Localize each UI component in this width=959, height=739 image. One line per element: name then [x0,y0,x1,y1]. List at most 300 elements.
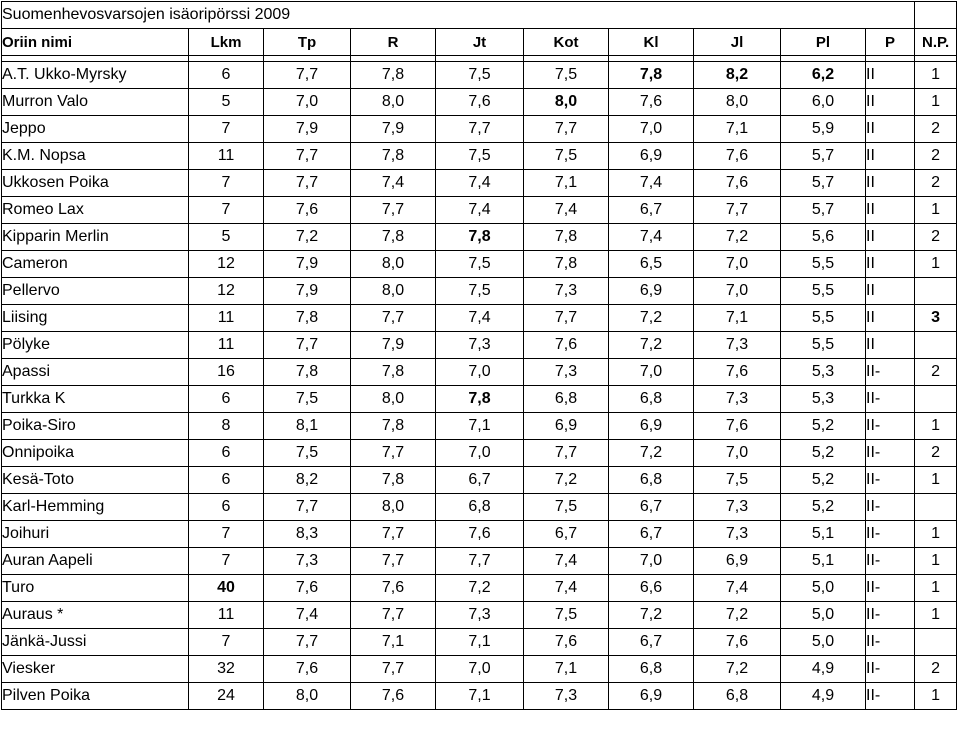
table-cell-p: II [866,197,915,224]
table-cell-tp: 7,5 [264,386,351,413]
table-cell-r: 7,6 [351,683,436,710]
table-cell-name: Romeo Lax [2,197,189,224]
table-cell-pl: 5,7 [781,170,866,197]
table-cell-lkm: 6 [189,62,264,89]
table-cell-tp: 7,7 [264,332,351,359]
table-cell-name: Onnipoika [2,440,189,467]
table-cell-name: K.M. Nopsa [2,143,189,170]
table-cell-tp: 7,2 [264,224,351,251]
table-cell-lkm: 7 [189,548,264,575]
column-header: Kl [609,29,694,56]
table-cell-jl: 7,0 [694,278,781,305]
table-row [2,467,957,494]
column-header: N.P. [915,29,957,56]
table-cell-pl: 5,5 [781,251,866,278]
column-header: R [351,29,436,56]
table-cell-lkm: 5 [189,89,264,116]
table-cell-lkm: 11 [189,143,264,170]
table-cell-pl: 5,6 [781,224,866,251]
table-cell-r: 7,7 [351,305,436,332]
table-cell-name: Auraus * [2,602,189,629]
table-cell-jt: 7,6 [436,89,524,116]
table-cell-np: 1 [915,602,957,629]
table-cell-jl: 7,6 [694,413,781,440]
table-cell-jt: 7,1 [436,413,524,440]
table-cell-np: 2 [915,170,957,197]
table-cell-r: 7,8 [351,62,436,89]
table-cell-r: 7,9 [351,332,436,359]
table-cell-name: Cameron [2,251,189,278]
table-cell-p: II [866,89,915,116]
table-cell-tp: 7,8 [264,305,351,332]
table-cell-r: 7,7 [351,197,436,224]
table-cell-jl: 7,3 [694,332,781,359]
stallion-table [1,1,957,710]
table-row [2,629,957,656]
table-cell-p: II [866,224,915,251]
table-cell-np: 1 [915,521,957,548]
table-cell-r: 8,0 [351,251,436,278]
table-cell-tp: 7,8 [264,359,351,386]
table-cell-tp: 7,7 [264,629,351,656]
table-row [2,359,957,386]
table-cell-pl: 5,9 [781,116,866,143]
table-cell-r: 7,1 [351,629,436,656]
table-cell-np: 1 [915,62,957,89]
table-cell-r: 8,0 [351,278,436,305]
table-row [2,440,957,467]
table-cell-name: Pölyke [2,332,189,359]
table-cell-tp: 7,0 [264,89,351,116]
table-cell-p: II- [866,656,915,683]
table-cell-pl: 6,2 [781,62,866,89]
column-header: P [866,29,915,56]
table-cell-tp: 7,6 [264,575,351,602]
table-row [2,143,957,170]
table-cell-pl: 5,1 [781,548,866,575]
table-cell-p: II- [866,440,915,467]
table-cell-jl: 6,9 [694,548,781,575]
table-cell-jt: 7,1 [436,683,524,710]
table-cell-tp: 8,2 [264,467,351,494]
table-cell-lkm: 11 [189,305,264,332]
table-cell-name: Kesä-Toto [2,467,189,494]
table-cell-jt: 7,4 [436,305,524,332]
table-cell-jt: 7,5 [436,251,524,278]
table-cell-lkm: 16 [189,359,264,386]
table-cell-jt: 7,4 [436,197,524,224]
table-cell-pl: 5,3 [781,386,866,413]
table-row [2,683,957,710]
table-cell-pl: 5,1 [781,521,866,548]
table-cell-pl: 5,2 [781,494,866,521]
table-cell-np [915,629,957,656]
table-cell-name: Ukkosen Poika [2,170,189,197]
table-cell-p: II- [866,575,915,602]
table-cell-jl: 7,6 [694,629,781,656]
table-cell-jl: 7,0 [694,251,781,278]
table-cell-r: 7,8 [351,413,436,440]
column-header: Kot [524,29,609,56]
table-cell-jl: 7,5 [694,467,781,494]
table-cell-jt: 6,8 [436,494,524,521]
table-cell-np: 2 [915,224,957,251]
table-cell-jt: 7,5 [436,278,524,305]
table-cell-lkm: 12 [189,278,264,305]
table-cell-kl: 7,2 [609,332,694,359]
table-cell-pl: 5,7 [781,197,866,224]
table-cell-np: 3 [915,305,957,332]
table-cell-np: 2 [915,116,957,143]
table-cell-np [915,278,957,305]
table-cell-p: II- [866,521,915,548]
table-cell-tp: 8,0 [264,683,351,710]
table-row [2,305,957,332]
table-cell-kl: 7,2 [609,305,694,332]
table-cell-lkm: 32 [189,656,264,683]
table-cell-p: II [866,332,915,359]
table-cell-p: II [866,251,915,278]
table-cell-p: II [866,305,915,332]
table-cell-name: Turo [2,575,189,602]
table-cell-p: II [866,278,915,305]
table-cell-np: 2 [915,440,957,467]
table-cell-r: 7,7 [351,440,436,467]
table-cell-lkm: 5 [189,224,264,251]
table-cell-jl: 7,3 [694,386,781,413]
table-cell-p: II- [866,386,915,413]
table-cell-jl: 7,2 [694,224,781,251]
table-row [2,548,957,575]
table-cell-name: Poika-Siro [2,413,189,440]
table-cell-jt: 7,5 [436,62,524,89]
table-cell-kl: 7,8 [609,62,694,89]
table-cell-kl: 6,7 [609,197,694,224]
table-row [2,494,957,521]
table-cell-lkm: 6 [189,440,264,467]
table-cell-pl: 5,0 [781,629,866,656]
table-cell-jl: 7,1 [694,305,781,332]
table-cell-kl: 7,0 [609,548,694,575]
table-cell-lkm: 6 [189,467,264,494]
table-cell-np [915,494,957,521]
table-cell-lkm: 7 [189,629,264,656]
table-cell-p: II- [866,467,915,494]
table-cell-lkm: 7 [189,521,264,548]
table-cell-r: 8,0 [351,89,436,116]
table-cell-lkm: 6 [189,386,264,413]
table-cell-kot: 7,3 [524,278,609,305]
table-cell-name: Karl-Hemming [2,494,189,521]
table-cell-jt: 7,1 [436,629,524,656]
table-cell-r: 7,8 [351,359,436,386]
table-cell-kot: 7,1 [524,656,609,683]
table-cell-name: Kipparin Merlin [2,224,189,251]
column-header: Lkm [189,29,264,56]
table-cell-np [915,332,957,359]
table-cell-kl: 6,8 [609,656,694,683]
table-cell-kot: 7,5 [524,62,609,89]
table-cell-name: Pellervo [2,278,189,305]
table-cell-jl: 7,3 [694,494,781,521]
table-cell-np: 1 [915,467,957,494]
table-cell-lkm: 7 [189,170,264,197]
table-cell-np: 1 [915,89,957,116]
table-row [2,89,957,116]
table-cell-jt: 7,3 [436,602,524,629]
table-cell-tp: 7,3 [264,548,351,575]
table-cell-jt: 7,7 [436,548,524,575]
table-cell-kot: 7,4 [524,197,609,224]
table-cell-lkm: 11 [189,332,264,359]
table-cell-kl: 7,2 [609,602,694,629]
table-cell-np [915,386,957,413]
table-cell-tp: 7,7 [264,494,351,521]
table-cell-pl: 5,2 [781,413,866,440]
table-cell-jt: 7,6 [436,521,524,548]
table-cell-name: Liising [2,305,189,332]
table-cell-tp: 7,7 [264,170,351,197]
table-cell-kot: 7,5 [524,494,609,521]
column-header: Jt [436,29,524,56]
table-cell-jt: 7,5 [436,143,524,170]
table-row [2,197,957,224]
table-cell-p: II- [866,602,915,629]
table-row [2,278,957,305]
table-cell-kot: 7,6 [524,629,609,656]
table-row [2,62,957,89]
table-row [2,656,957,683]
table-cell-jt: 7,0 [436,440,524,467]
table-cell-kot: 7,7 [524,440,609,467]
table-cell-r: 7,8 [351,143,436,170]
table-cell-tp: 8,3 [264,521,351,548]
table-row [2,116,957,143]
table-cell-jl: 7,6 [694,359,781,386]
table-cell-jl: 7,2 [694,656,781,683]
table-cell-lkm: 8 [189,413,264,440]
table-cell-kl: 6,5 [609,251,694,278]
table-cell-r: 7,8 [351,467,436,494]
table-cell-jt: 7,0 [436,359,524,386]
table-cell-kot: 6,8 [524,386,609,413]
table-cell-lkm: 11 [189,602,264,629]
table-cell-kl: 6,7 [609,521,694,548]
table-cell-kot: 7,2 [524,467,609,494]
table-cell-pl: 5,0 [781,602,866,629]
table-cell-tp: 7,4 [264,602,351,629]
table-cell-tp: 7,9 [264,251,351,278]
table-cell-name: Apassi [2,359,189,386]
table-cell-lkm: 40 [189,575,264,602]
table-row [2,386,957,413]
table-cell-r: 7,7 [351,521,436,548]
table-cell-kl: 7,2 [609,440,694,467]
column-header: Jl [694,29,781,56]
table-cell-pl: 5,2 [781,467,866,494]
table-row [2,575,957,602]
table-cell-r: 7,6 [351,575,436,602]
table-cell-jl: 8,2 [694,62,781,89]
table-cell-kot: 7,3 [524,683,609,710]
table-cell-kot: 6,7 [524,521,609,548]
table-cell-r: 8,0 [351,386,436,413]
table-cell-kl: 7,4 [609,170,694,197]
table-cell-jl: 7,6 [694,143,781,170]
column-header: Pl [781,29,866,56]
table-cell-np: 1 [915,683,957,710]
table-cell-pl: 4,9 [781,683,866,710]
table-cell-jt: 7,8 [436,224,524,251]
table-cell-p: II- [866,494,915,521]
table-cell-kot: 7,1 [524,170,609,197]
table-cell-p: II [866,170,915,197]
table-cell-kl: 6,7 [609,629,694,656]
table-cell-p: II [866,116,915,143]
table-cell-kl: 6,6 [609,575,694,602]
table-cell-name: Auran Aapeli [2,548,189,575]
table-cell-kl: 6,9 [609,143,694,170]
table-cell-p: II- [866,683,915,710]
table-cell-name: Turkka K [2,386,189,413]
table-cell-tp: 7,9 [264,116,351,143]
table-cell-kl: 6,9 [609,683,694,710]
table-cell-kot: 7,7 [524,305,609,332]
table-row [2,521,957,548]
table-cell-name: Joihuri [2,521,189,548]
table-cell-tp: 7,6 [264,656,351,683]
table-cell-pl: 5,2 [781,440,866,467]
table-cell-p: II- [866,629,915,656]
table-cell-r: 7,7 [351,548,436,575]
table-cell-kot: 7,5 [524,143,609,170]
table-cell-jt: 7,8 [436,386,524,413]
table-cell-kot: 7,3 [524,359,609,386]
table-cell-name: Jeppo [2,116,189,143]
table-cell-tp: 8,1 [264,413,351,440]
table-cell-kot: 7,4 [524,575,609,602]
column-header: Tp [264,29,351,56]
table-cell-np: 1 [915,575,957,602]
table-cell-jl: 7,0 [694,440,781,467]
table-row [2,170,957,197]
table-cell-kot: 8,0 [524,89,609,116]
table-cell-p: II- [866,413,915,440]
table-cell-tp: 7,5 [264,440,351,467]
table-cell-jl: 7,1 [694,116,781,143]
table-cell-pl: 5,7 [781,143,866,170]
table-cell-kot: 7,5 [524,602,609,629]
table-cell-kot: 7,7 [524,116,609,143]
table-cell-r: 7,4 [351,170,436,197]
table-cell-r: 7,7 [351,656,436,683]
table-cell-np: 1 [915,251,957,278]
table-cell-np: 1 [915,197,957,224]
table-cell-jt: 7,0 [436,656,524,683]
table-cell-np: 2 [915,359,957,386]
table-cell-kl: 6,9 [609,278,694,305]
table-cell-kl: 7,4 [609,224,694,251]
table-cell-pl: 5,5 [781,332,866,359]
table-cell-r: 8,0 [351,494,436,521]
table-cell-name: Murron Valo [2,89,189,116]
table-cell-jl: 7,6 [694,170,781,197]
table-cell-pl: 5,5 [781,278,866,305]
table-cell-pl: 5,5 [781,305,866,332]
table-row [2,602,957,629]
table-cell-lkm: 6 [189,494,264,521]
table-cell-kl: 6,9 [609,413,694,440]
table-cell-jt: 7,2 [436,575,524,602]
table-cell-p: II- [866,548,915,575]
table-cell-kot: 6,9 [524,413,609,440]
table-cell-kl: 6,8 [609,386,694,413]
table-cell-pl: 5,3 [781,359,866,386]
table-cell-name: Viesker [2,656,189,683]
table-cell-p: II [866,143,915,170]
table-cell-jl: 7,3 [694,521,781,548]
table-cell-r: 7,9 [351,116,436,143]
table-cell-kot: 7,4 [524,548,609,575]
table-cell-jt: 6,7 [436,467,524,494]
table-cell-lkm: 12 [189,251,264,278]
table-cell-p: II- [866,359,915,386]
table-cell-r: 7,7 [351,602,436,629]
table-cell-tp: 7,7 [264,143,351,170]
table-cell-jl: 8,0 [694,89,781,116]
table-cell-kl: 7,0 [609,116,694,143]
table-cell-tp: 7,9 [264,278,351,305]
table-cell-lkm: 7 [189,197,264,224]
table-cell-lkm: 7 [189,116,264,143]
table-cell-np: 2 [915,656,957,683]
table-cell-jl: 7,4 [694,575,781,602]
table-cell-kl: 7,6 [609,89,694,116]
table-cell-name: A.T. Ukko-Myrsky [2,62,189,89]
table-cell-np: 1 [915,413,957,440]
column-header: Oriin nimi [2,29,189,56]
table-cell-np: 1 [915,548,957,575]
table-cell-jl: 7,2 [694,602,781,629]
table-cell-name: Pilven Poika [2,683,189,710]
page-title: Suomenhevosvarsojen isäoripörssi 2009 [2,2,915,29]
table-cell-kot: 7,6 [524,332,609,359]
table-cell-kl: 7,0 [609,359,694,386]
table-cell-p: II [866,62,915,89]
table-cell-lkm: 24 [189,683,264,710]
table-cell-pl: 4,9 [781,656,866,683]
table-row [2,251,957,278]
table-cell-kl: 6,7 [609,494,694,521]
table-cell-r: 7,8 [351,224,436,251]
table-cell-jt: 7,7 [436,116,524,143]
table-cell-kot: 7,8 [524,251,609,278]
table-cell-kl: 6,8 [609,467,694,494]
table-cell-jl: 7,7 [694,197,781,224]
table-cell-jt: 7,4 [436,170,524,197]
table-cell-np: 2 [915,143,957,170]
table-cell-name: Jänkä-Jussi [2,629,189,656]
table-cell-pl: 5,0 [781,575,866,602]
table-cell-jl: 6,8 [694,683,781,710]
table-row [2,224,957,251]
table-cell-tp: 7,7 [264,62,351,89]
table-row [2,413,957,440]
table-row [2,332,957,359]
table-cell-jt: 7,3 [436,332,524,359]
table-cell-pl: 6,0 [781,89,866,116]
table-cell-tp: 7,6 [264,197,351,224]
